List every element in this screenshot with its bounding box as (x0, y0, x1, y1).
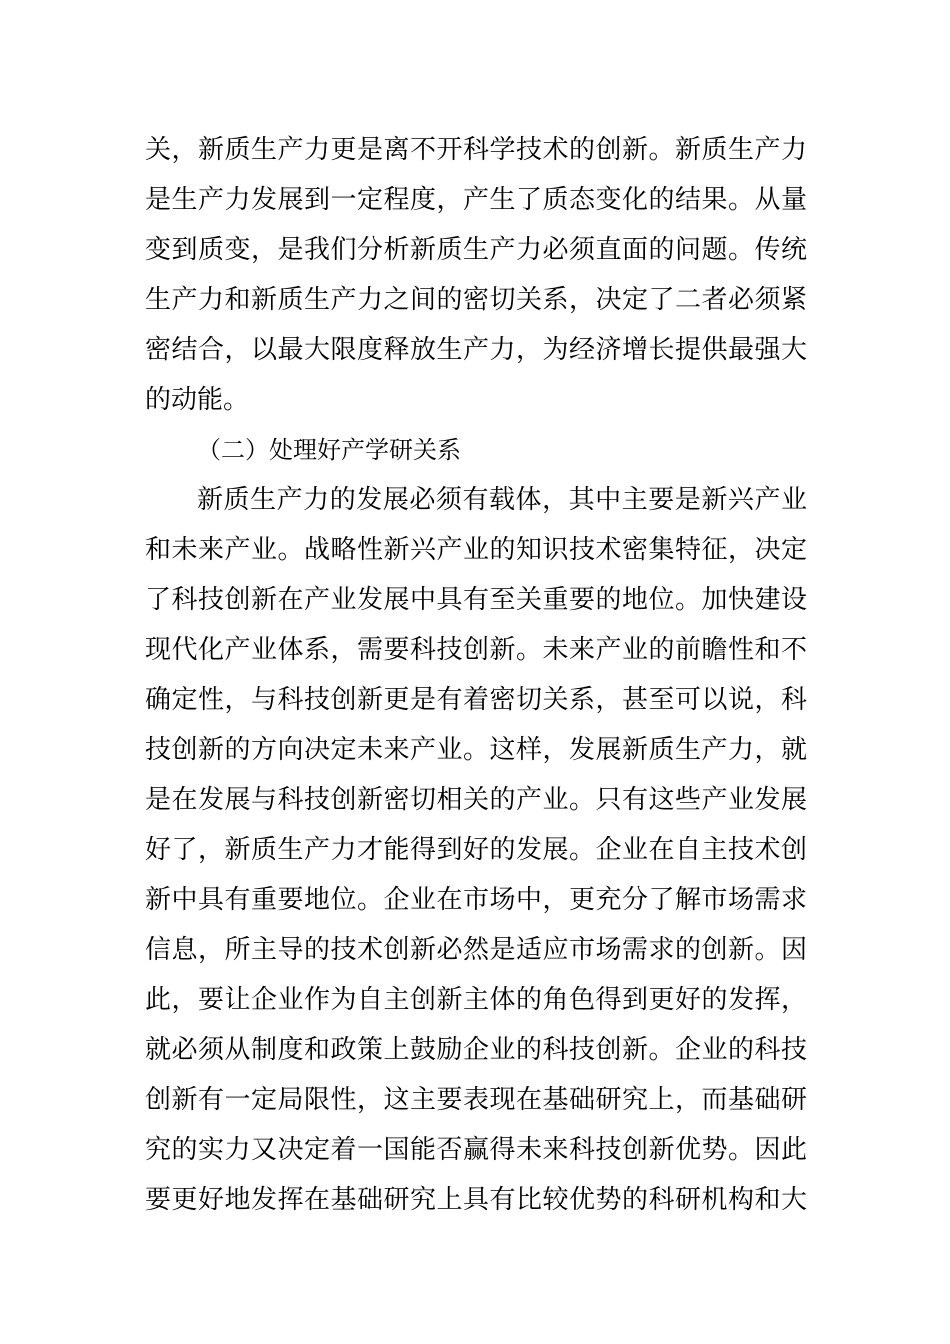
paragraph-line: 要更好地发挥在基础研究上具有比较优势的科研机构和大 (145, 1185, 807, 1215)
paragraph-line: 的动能。 (145, 385, 250, 415)
paragraph-line: 新中具有重要地位。企业在市场中，更充分了解市场需求 (145, 885, 807, 915)
paragraph-line: 是生产力发展到一定程度，产生了质态变化的结果。从量 (145, 185, 807, 215)
paragraph-line: 是在发展与科技创新密切相关的产业。只有这些产业发展 (145, 785, 807, 815)
paragraph-line: 变到质变，是我们分析新质生产力必须直面的问题。传统 (145, 235, 807, 265)
paragraph-line: 此，要让企业作为自主创新主体的角色得到更好的发挥， (145, 985, 807, 1015)
paragraph-line: 究的实力又决定着一国能否赢得未来科技创新优势。因此 (145, 1135, 807, 1165)
paragraph-line: 了科技创新在产业发展中具有至关重要的地位。加快建设 (145, 585, 807, 615)
paragraph-line: 就必须从制度和政策上鼓励企业的科技创新。企业的科技 (145, 1035, 807, 1065)
paragraph-line: 生产力和新质生产力之间的密切关系，决定了二者必须紧 (145, 285, 807, 315)
paragraph-line: 确定性，与科技创新更是有着密切关系，甚至可以说，科 (145, 685, 807, 715)
paragraph-line: 现代化产业体系，需要科技创新。未来产业的前瞻性和不 (145, 635, 807, 665)
paragraph-line: 信息，所主导的技术创新必然是适应市场需求的创新。因 (145, 935, 807, 965)
paragraph-line: 创新有一定局限性，这主要表现在基础研究上，而基础研 (145, 1085, 807, 1115)
paragraph-line: 技创新的方向决定未来产业。这样，发展新质生产力，就 (145, 735, 807, 765)
paragraph-line: 密结合，以最大限度释放生产力，为经济增长提供最强大 (145, 335, 807, 365)
paragraph-line: 好了，新质生产力才能得到好的发展。企业在自主技术创 (145, 835, 807, 865)
paragraph-line: 新质生产力的发展必须有载体，其中主要是新兴产业 (197, 485, 807, 515)
paragraph-line: 和未来产业。战略性新兴产业的知识技术密集特征，决定 (145, 535, 807, 565)
paragraph-line: 关，新质生产力更是离不开科学技术的创新。新质生产力 (145, 135, 807, 165)
section-heading: （二）处理好产学研关系 (197, 436, 461, 464)
